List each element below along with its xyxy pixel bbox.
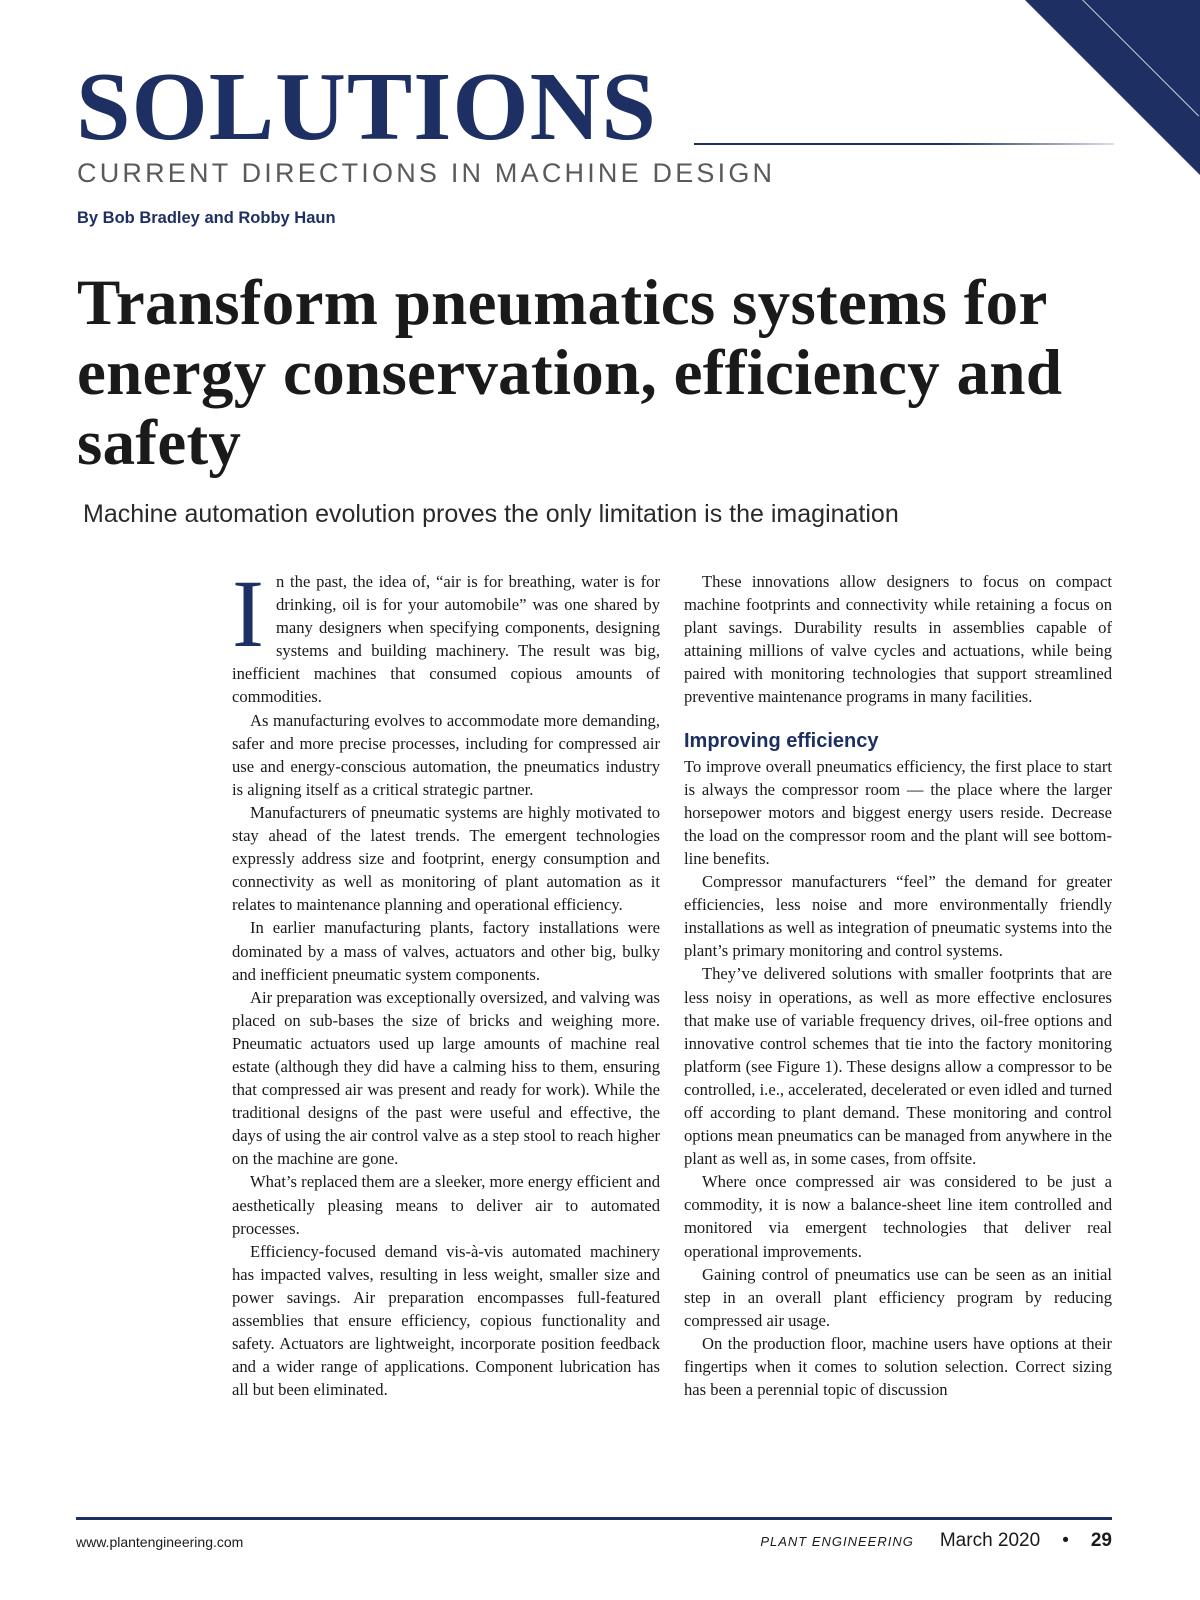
footer-rule — [76, 1517, 1112, 1520]
paragraph: Manufacturers of pneumatic systems are highly motivated to stay ahead of the latest trends. The emergent technologies expressly address size and footprint, energy consumption and connectivity as well as monitoring of plant automation as it relates to maintenance planning and operational efficiency. — [232, 802, 660, 915]
paragraph: Gaining control of pneumatics use can be seen as an initial step in an overall plant efficiency program by reducing compressed air usage. — [684, 1264, 1112, 1330]
paragraph: In earlier manufacturing plants, factory installations were dominated by a mass of valves, actuators and other big, bulky and inefficient pneumatic system components. — [232, 918, 660, 984]
bullet-separator: • — [1062, 1530, 1069, 1551]
page-number: 29 — [1090, 1530, 1112, 1551]
section-title: SOLUTIONS — [76, 53, 657, 161]
article-deck: Machine automation evolution proves the only limitation is the imagination — [83, 500, 899, 528]
paragraph: To improve overall pneumatics efficiency, the first place to start is always the compressor room — the place where the larger horsepower motors and biggest energy users reside. Decrease the load on the compressor room and the plant will see bottom-line benefits. — [684, 756, 1112, 868]
paragraph: These innovations allow designers to focus on compact machine footprints and connectivity while retaining a focus on plant savings. Durability results in assemblies capable of attaining millions of valve cycles and actuations, while being paired with monitoring technologies that support streamlined preventive maintenance programs in many facilities. — [684, 572, 1112, 707]
section-subtitle: CURRENT DIRECTIONS IN MACHINE DESIGN — [77, 158, 776, 188]
corner-decoration — [1025, 0, 1200, 175]
footer-folio — [760, 1530, 1112, 1552]
publication-name: PLANT ENGINEERING — [760, 1534, 914, 1549]
issue-date: March 2020 — [939, 1530, 1041, 1551]
paragraph: They’ve delivered solutions with smaller footprints that are less noisy in operations, as well as more effective enclosures that make use of variable frequency drives, oil-free options and innovative control schemes that tie into the factory monitoring platform (see Figure 1). These designs allow a compressor to be controlled, i.e., accelerated, decelerated or even idled and turned off according to plant demand. These monitoring and control options mean pneumatics can be managed from anywhere in the plant as well as, in some cases, from offsite. — [684, 964, 1112, 1169]
paragraph — [232, 560, 660, 709]
paragraph: As manufacturing evolves to accommodate more demanding, safer and more precise processes, including for compressed air use and energy-conscious automation, the pneumatics industry is aligning itself as a critical strategic partner. — [232, 710, 660, 799]
footer-url[interactable]: www.plantengineering.com — [76, 1534, 244, 1550]
paragraph-text: n the past, the idea of, “air is for breathing, water is for drinking, oil is for your automobile” was one shared by many designers when specifying components, designing systems and building machinery. The result was big, inefficient machines that consumed copious amounts of commodities. — [232, 572, 660, 707]
article-headline: Transform pneumatics systems for energy conservation, efficiency and safety — [77, 267, 1063, 479]
paragraph: What’s replaced them are a sleeker, more energy efficient and aesthetically pleasing means to deliver air to automated processes. — [232, 1172, 660, 1238]
drop-cap: I — [232, 560, 264, 667]
left-column — [232, 560, 660, 1401]
subheading: Improving efficiency — [684, 729, 879, 752]
paragraph: Efficiency-focused demand vis-à-vis automated machinery has impacted valves, resulting in less weight, smaller size and power savings. Air preparation encompasses full-featured assemblies that ensure efficiency, copious functionality and safety. Actuators are lightweight, incorporate position feedback and a wider range of applications. Component lubrication has all but been eliminated. — [232, 1241, 660, 1400]
byline: By Bob Bradley and Robby Haun — [77, 209, 336, 227]
paragraph: Where once compressed air was considered to be just a commodity, it is now a balance-sheet line item controlled and monitored via emergent technologies that deliver real operational improvements. — [684, 1172, 1112, 1261]
right-column — [684, 570, 1112, 1401]
paragraph: Air preparation was exceptionally oversized, and valving was placed on sub-bases the size of bricks and weighing more. Pneumatic actuators used up large amounts of machine real estate (although they did have a calming hiss to them, ensuring that compressed air was present and ready for work). While the traditional designs of the past were useful and effective, the days of using the air control valve as a step stool to reach higher on the machine are gone. — [232, 987, 660, 1169]
paragraph: Compressor manufacturers “feel” the demand for greater efficiencies, less noise and more environmentally friendly installations as well as integration of pneumatic systems into the plant’s primary monitoring and control systems. — [684, 872, 1112, 961]
page-footer — [76, 1530, 1112, 1560]
section-rule — [694, 143, 1114, 145]
paragraph: On the production floor, machine users have options at their fingertips when it comes to solution selection. Correct sizing has been a perennial topic of discussion — [684, 1333, 1112, 1400]
